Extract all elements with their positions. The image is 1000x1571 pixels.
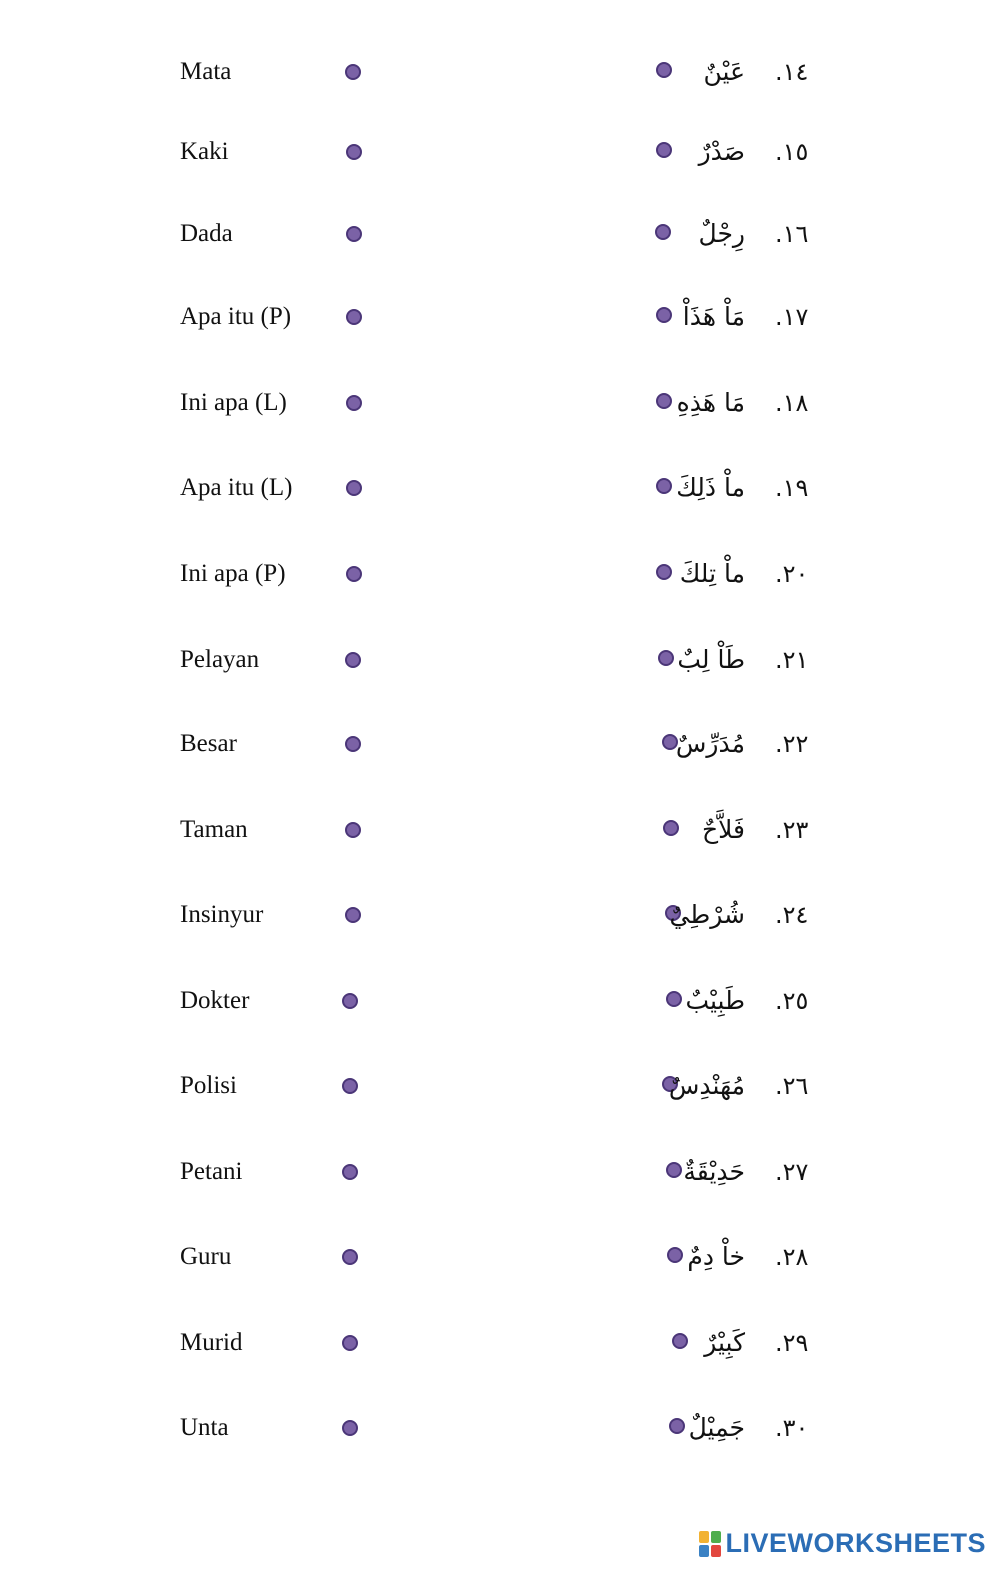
- match-row: [0, 981, 1000, 1021]
- match-dot-right[interactable]: [656, 564, 672, 580]
- malay-word: Murid: [180, 1329, 243, 1356]
- match-dot-right[interactable]: [656, 142, 672, 158]
- match-dot-left[interactable]: [342, 1078, 358, 1094]
- match-dot-right[interactable]: [656, 62, 672, 78]
- match-dot-left[interactable]: [345, 736, 361, 752]
- match-dot-left[interactable]: [342, 1249, 358, 1265]
- arabic-word: كَبِيْرٌ: [704, 1328, 745, 1357]
- match-dot-left[interactable]: [342, 1164, 358, 1180]
- liveworksheets-wordmark: LIVEWORKSHEETS: [725, 1528, 986, 1558]
- malay-word: Apa itu (P): [180, 303, 292, 330]
- match-dot-right[interactable]: [672, 1333, 688, 1349]
- arabic-word: ماْ ذَلِكَ: [676, 473, 745, 502]
- arabic-word: حَدِيْقَةٌ: [683, 1157, 745, 1186]
- match-dot-left[interactable]: [346, 395, 362, 411]
- malay-word: Ini apa (P): [180, 560, 286, 587]
- match-dot-right[interactable]: [663, 820, 679, 836]
- match-dot-left[interactable]: [346, 226, 362, 242]
- match-row: [0, 640, 1000, 680]
- item-number: ٢٥.: [775, 987, 809, 1015]
- arabic-word: شُرْطِيٌ: [669, 900, 745, 929]
- match-row: [0, 810, 1000, 850]
- arabic-word: صَدْرٌ: [698, 137, 745, 166]
- arabic-word: مَاْ هَذَاْ: [682, 302, 745, 331]
- item-number: ١٥.: [775, 138, 809, 166]
- malay-word: Ini apa (L): [180, 389, 287, 416]
- malay-word: Guru: [180, 1243, 232, 1270]
- item-number: ٢٨.: [775, 1243, 809, 1271]
- item-number: ٢١.: [775, 646, 809, 674]
- malay-word: Polisi: [180, 1072, 237, 1099]
- malay-word: Taman: [180, 816, 248, 843]
- match-dot-right[interactable]: [669, 1418, 685, 1434]
- match-dot-left[interactable]: [346, 566, 362, 582]
- match-row: [0, 1237, 1000, 1277]
- arabic-word: طَاْ لِبٌ: [677, 645, 745, 674]
- match-row: [0, 1408, 1000, 1448]
- match-row: [0, 1323, 1000, 1363]
- malay-word: Dada: [180, 220, 233, 247]
- malay-word: Pelayan: [180, 646, 260, 673]
- match-dot-right[interactable]: [656, 393, 672, 409]
- arabic-word: خاْ دِمٌ: [687, 1242, 745, 1271]
- match-row: [0, 132, 1000, 172]
- malay-word: Besar: [180, 730, 237, 757]
- match-row: [0, 1066, 1000, 1106]
- match-dot-left[interactable]: [345, 822, 361, 838]
- arabic-word: عَيْنٌ: [703, 57, 745, 86]
- match-row: [0, 1152, 1000, 1192]
- match-row: [0, 554, 1000, 594]
- item-number: ٢٣.: [775, 816, 809, 844]
- malay-word: Petani: [180, 1158, 243, 1185]
- malay-word: Dokter: [180, 987, 250, 1014]
- match-dot-left[interactable]: [342, 993, 358, 1009]
- match-row: [0, 214, 1000, 254]
- arabic-word: فَلاَّحٌ: [701, 815, 745, 844]
- match-row: [0, 383, 1000, 423]
- arabic-word: مُهَنْدِسٌ: [668, 1071, 745, 1100]
- match-row: [0, 52, 1000, 92]
- match-row: [0, 297, 1000, 337]
- match-dot-left[interactable]: [345, 652, 361, 668]
- liveworksheets-logo: [699, 1528, 986, 1559]
- item-number: ٢٦.: [775, 1072, 809, 1100]
- match-dot-right[interactable]: [656, 307, 672, 323]
- match-dot-left[interactable]: [346, 309, 362, 325]
- item-number: ٢٠.: [775, 560, 809, 588]
- item-number: ١٩.: [775, 474, 809, 502]
- match-dot-right[interactable]: [656, 478, 672, 494]
- match-row: [0, 895, 1000, 935]
- liveworksheets-icon: [699, 1531, 721, 1557]
- item-number: ٢٧.: [775, 1158, 809, 1186]
- match-row: [0, 724, 1000, 764]
- item-number: ١٦.: [775, 220, 809, 248]
- match-dot-left[interactable]: [342, 1335, 358, 1351]
- arabic-word: جَمِيْلٌ: [688, 1413, 745, 1442]
- arabic-word: ماْ تِلكَ: [679, 559, 745, 588]
- match-dot-left[interactable]: [345, 64, 361, 80]
- match-dot-right[interactable]: [666, 1162, 682, 1178]
- item-number: ٣٠.: [775, 1414, 809, 1442]
- item-number: ١٤.: [775, 58, 809, 86]
- item-number: ٢٩.: [775, 1329, 809, 1357]
- malay-word: Insinyur: [180, 901, 264, 928]
- malay-word: Apa itu (L): [180, 474, 293, 501]
- malay-word: Kaki: [180, 138, 229, 165]
- match-row: [0, 468, 1000, 508]
- arabic-word: رِجْلٌ: [698, 219, 745, 248]
- match-dot-right[interactable]: [666, 991, 682, 1007]
- item-number: ٢٢.: [775, 730, 809, 758]
- malay-word: Unta: [180, 1414, 229, 1441]
- match-dot-left[interactable]: [342, 1420, 358, 1436]
- match-dot-right[interactable]: [658, 650, 674, 666]
- arabic-word: مُدَرِّسٌ: [675, 729, 745, 758]
- match-dot-right[interactable]: [655, 224, 671, 240]
- arabic-word: طَبِيْبٌ: [685, 986, 745, 1015]
- match-dot-left[interactable]: [346, 480, 362, 496]
- match-dot-right[interactable]: [667, 1247, 683, 1263]
- match-dot-left[interactable]: [346, 144, 362, 160]
- malay-word: Mata: [180, 58, 232, 85]
- arabic-word: مَا هَذِهِ: [676, 388, 745, 417]
- item-number: ٢٤.: [775, 901, 809, 929]
- match-dot-left[interactable]: [345, 907, 361, 923]
- item-number: ١٧.: [775, 303, 809, 331]
- item-number: ١٨.: [775, 389, 809, 417]
